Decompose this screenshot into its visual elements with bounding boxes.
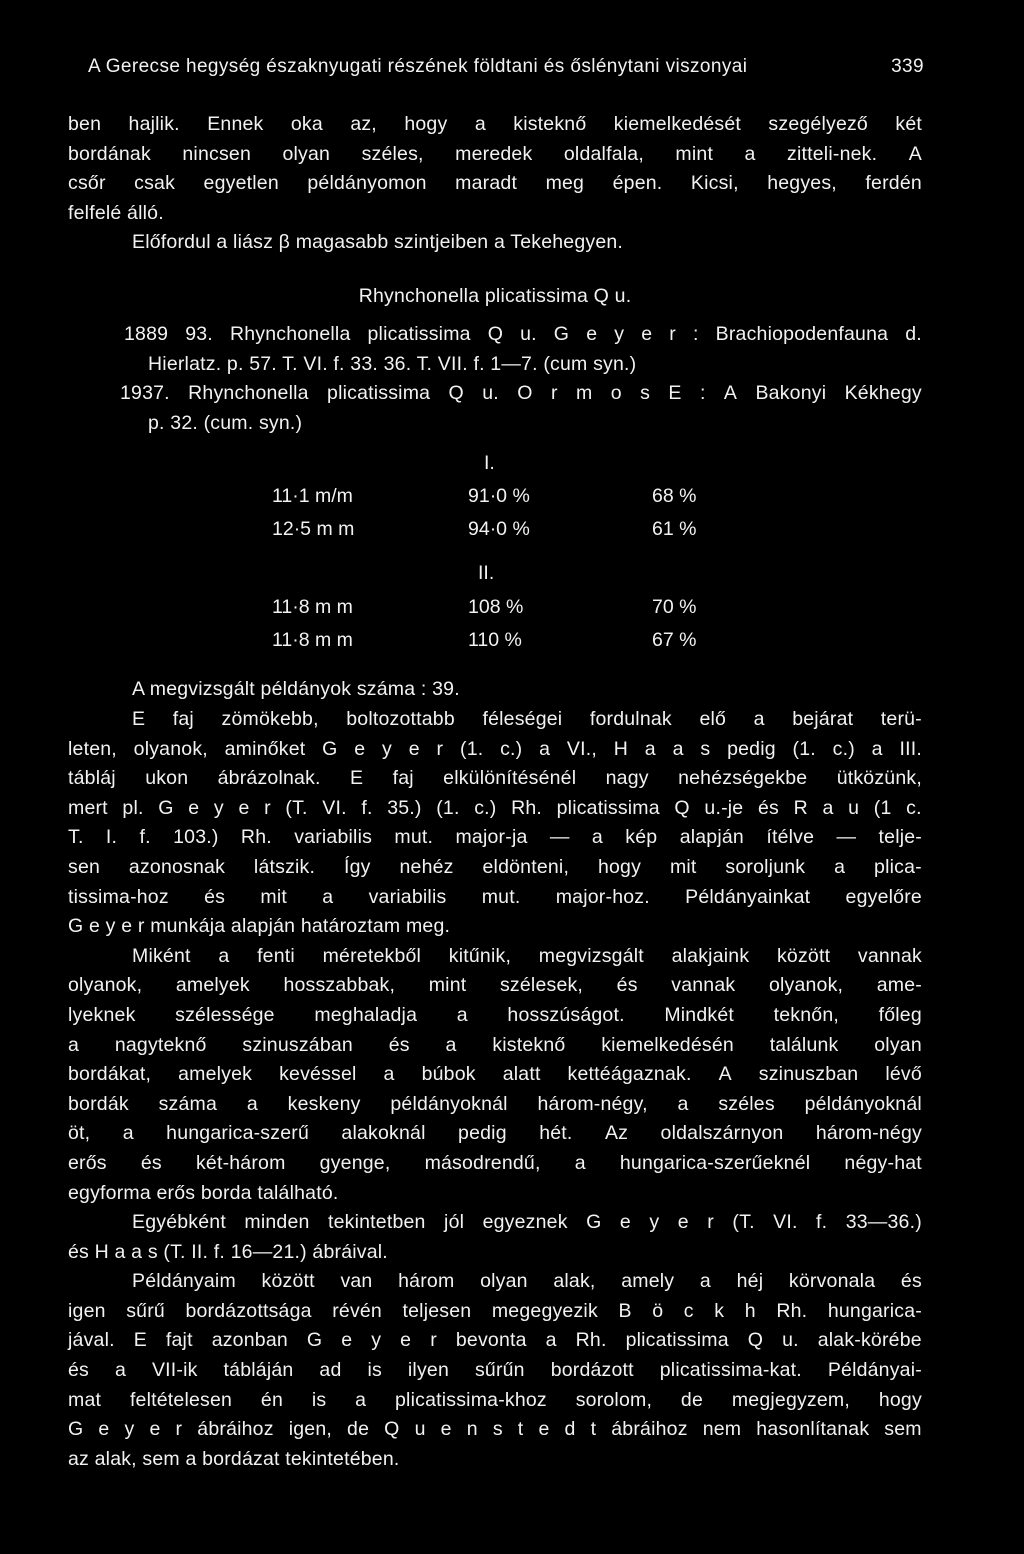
text-line: és H a a s (T. II. f. 16—21.) ábráival. bbox=[68, 1240, 388, 1263]
text-line: mat feltételesen én is a plicatissima-khoz sorolom, de megjegyzem, hogy bbox=[68, 1388, 922, 1411]
text-line: egyforma erős borda található. bbox=[68, 1181, 339, 1204]
text-line: sen azonosnak látszik. Így nehéz eldönteni, hogy mit soroljunk a plica- bbox=[68, 855, 922, 878]
intro-paragraph bbox=[68, 110, 922, 258]
text-line: és a VII-ik tábláján ad is ilyen sűrűn bordázott plicatissima-kat. Példányai- bbox=[68, 1359, 922, 1382]
text-line: Miként a fenti méretekből kitűnik, megvizsgált alakjaink között vannak bbox=[132, 944, 922, 967]
ratio-cell: 110 % bbox=[468, 629, 522, 651]
running-header bbox=[88, 56, 924, 78]
synonymy-list bbox=[120, 320, 922, 438]
group-label: I. bbox=[484, 452, 495, 474]
ratio-cell: 94·0 % bbox=[468, 518, 530, 540]
text-line: bordák száma a keskeny példányoknál három-négy, a széles példányoknál bbox=[68, 1092, 922, 1115]
count-line-block bbox=[68, 675, 922, 705]
size-cell: 11·8 m m bbox=[272, 596, 353, 618]
species-heading: Rhynchonella plicatissima Q u. bbox=[358, 285, 632, 307]
page-number: 339 bbox=[891, 56, 924, 77]
size-cell: 12·5 m m bbox=[272, 518, 355, 540]
group-label: II. bbox=[478, 562, 495, 584]
text-line: T. I. f. 103.) Rh. variabilis mut. major-ja — a kép alapján ítélve — telje- bbox=[68, 826, 922, 849]
text-line: az alak, sem a bordázat tekintetében. bbox=[68, 1447, 400, 1470]
text-line: Egyébként minden tekintetben jól egyeznek G e y e r (T. VI. f. 33—36.) bbox=[132, 1211, 922, 1234]
text-line: Előfordul a liász β magasabb szintjeiben a Tekehegyen. bbox=[132, 231, 624, 254]
ratio-cell: 61 % bbox=[652, 518, 697, 540]
text-line: G e y e r ábráihoz igen, de Q u e n s t e d t ábráihoz nem hasonlítanak sem bbox=[68, 1418, 922, 1441]
text-line: öt, a hungarica-szerű alakoknál pedig hét. Az oldalszárnyon három-négy bbox=[68, 1122, 922, 1145]
ratio-cell: 70 % bbox=[652, 596, 697, 618]
text-line: mert pl. G e y e r (T. VI. f. 35.) (1. c.) Rh. plicatissima Q u.-je és R a u (1 c. bbox=[68, 796, 922, 819]
text-line: csőr csak egyetlen példányomon maradt meg épen. Kicsi, hegyes, ferdén bbox=[68, 172, 922, 195]
count-line: A megvizsgált példányok száma : 39. bbox=[132, 678, 460, 700]
text-line: bordának nincsen olyan széles, meredek oldalfala, mint a zitteli-nek. A bbox=[68, 142, 922, 165]
text-line: tissima-hoz és mit a variabilis mut. major-hoz. Példányainkat egyelőre bbox=[68, 885, 922, 908]
synonymy-entry: 1889 93. Rhynchonella plicatissima Q u. G e y e r : Brachiopodenfauna d. bbox=[124, 323, 922, 345]
text-line: felfelé álló. bbox=[68, 201, 164, 224]
synonymy-entry: 1937. Rhynchonella plicatissima Q u. O r m o s E : A Bakonyi Kékhegy bbox=[120, 382, 922, 405]
text-line: jával. E fajt azonban G e y e r bevonta a Rh. plicatissima Q u. alak-körébe bbox=[68, 1329, 922, 1352]
running-title: A Gerecse hegység északnyugati részének földtani és őslénytani viszonyai bbox=[88, 56, 748, 77]
text-line: G e y e r munkája alapján határoztam meg. bbox=[68, 915, 451, 938]
text-line: lyeknek szélessége meghaladja a hosszúságot. Mindkét teknőn, főleg bbox=[68, 1003, 922, 1026]
ratio-cell: 67 % bbox=[652, 629, 697, 651]
text-line: a nagyteknő szinuszában és a kisteknő kiemelkedésén találunk olyan bbox=[68, 1033, 922, 1056]
text-line: bordákat, amelyek kevéssel a búbok alatt kettéágaznak. A szinuszban lévő bbox=[68, 1063, 922, 1086]
size-cell: 11·1 m/m bbox=[272, 485, 353, 507]
ratio-cell: 108 % bbox=[468, 596, 524, 618]
text-line: E faj zömökebb, boltozottabb féleségei fordulnak elő a bejárat terü- bbox=[132, 708, 922, 730]
text-line: olyanok, amelyek hosszabbak, mint szélesek, és vannak olyanok, ame- bbox=[68, 974, 922, 997]
species-heading-block bbox=[68, 282, 922, 312]
synonymy-entry-cont: Hierlatz. p. 57. T. VI. f. 33. 36. T. VII. f. 1—7. (cum syn.) bbox=[148, 352, 637, 375]
text-line: leten, olyanok, aminőket G e y e r (1. c.) a VI., H a a s pedig (1. c.) a III. bbox=[68, 737, 922, 760]
body-text bbox=[68, 705, 922, 1474]
text-line: erős és két-három gyenge, másodrendű, a hungarica-szerűeknél négy-hat bbox=[68, 1151, 922, 1174]
text-line: ben hajlik. Ennek oka az, hogy a kisteknő kiemelkedését szegélyező két bbox=[68, 113, 922, 135]
text-line: tábláj ukon ábrázolnak. E faj elkülönítésénél nagy nehézségekbe ütközünk, bbox=[68, 767, 922, 790]
size-cell: 11·8 m m bbox=[272, 629, 353, 651]
ratio-cell: 91·0 % bbox=[468, 485, 530, 507]
text-line: igen sűrű bordázottsága révén teljesen megegyezik B ö c k h Rh. hungarica- bbox=[68, 1299, 922, 1322]
synonymy-entry-cont: p. 32. (cum. syn.) bbox=[148, 411, 303, 434]
ratio-cell: 68 % bbox=[652, 485, 697, 507]
text-line: Példányaim között van három olyan alak, amely a héj körvonala és bbox=[132, 1270, 922, 1293]
